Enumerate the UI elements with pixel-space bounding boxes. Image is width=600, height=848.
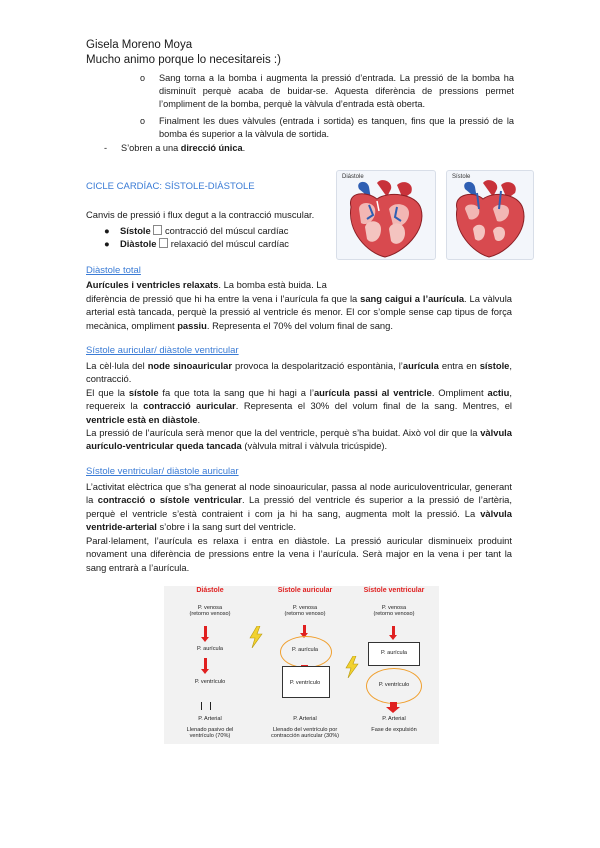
heart-label: Diástole: [342, 174, 364, 180]
paragraph: El que la sístole fa que tota la sang que hi hagi a l’aurícula passi al ventricle. Ompliment actiu, requereix la contracció auricular. Representa el 30% del volum final de la sang. Mentres, el ventricle està en diàstole.: [86, 387, 512, 425]
cycle-intro: Canvis de pressió i flux degut a la contracció muscular.: [86, 209, 315, 220]
list-item: Sang torna a la bomba i augmenta la pressió d’entrada. La pressió de la bomba ha disminuït perquè acaba de buidar-se. Aquesta diferència de pressions permet l’ompliment de la bomba, perquè la vàlvula d’entrada està oberta.: [159, 73, 514, 109]
figure-caption: contracción auricular (30%): [270, 733, 340, 739]
closed-valve-icon: [210, 702, 211, 710]
header-motto: Mucho animo porque lo necesitareis :): [86, 54, 281, 66]
figure-caption: Llenado del ventrículo por: [272, 727, 338, 733]
figure-column: [352, 587, 436, 733]
missing-glyph-icon: [153, 225, 162, 235]
paragraph: L’activitat elèctrica que s’ha generat al node sinoauricular, passa al node auriculoventricular, generant la contracció o sístole ventricular. La pressió del ventricle és superior a la pressió de l’artèria, perquè el ventricle s’està contraient i com ja hi ha sang, augmenta molt la pressió. La vàlvula ventride-arterial s’obre i la sang surt del ventricle.: [86, 481, 512, 532]
figure-column-title: Diástole: [196, 587, 224, 594]
paragraph: Aurícules i ventricles relaxats. La bomba està buida. La: [86, 279, 327, 290]
label-arterial: P. Arterial: [198, 716, 222, 722]
label-auricula: P. aurícula: [380, 650, 408, 656]
label-venosa: P. venosa: [197, 604, 223, 611]
paragraph: diferència de pressió que hi ha entre la vena i l’aurícula fa que la sang caigui a l’aurícula. La vàlvula arterial està tancada, perquè la pressió al ventricle és menor. El cor s’omple sense cap tipus de força mecànica, ompliment passiu. Representa el 70% del volum final de sang.: [86, 293, 512, 331]
paragraph: La pressió de l’aurícula serà menor que la del ventricle, perquè s’ha buidat. Això vol dir que la vàlvula aurículo-ventricular queda tancada (vàlvula mitral i vàlvula tricúspide).: [86, 427, 512, 452]
label-venosa: P. venosa: [292, 604, 318, 611]
section-title-cycle: CICLE CARDÍAC: SÍSTOLE-DIÀSTOLE: [86, 181, 255, 192]
heart-diastole-image: [336, 170, 436, 260]
list-item: ● Diàstole relaxació del múscul cardíac: [104, 238, 289, 249]
list-item: ● Sístole contracció del múscul cardíac: [104, 225, 289, 236]
lightning-bolt-icon: [344, 656, 360, 678]
label-retorno: (retorno venoso): [189, 611, 231, 618]
label-arterial: P. Arterial: [293, 716, 317, 722]
heart-label: Sístole: [452, 174, 471, 180]
list-item: Finalment les dues vàlvules (entrada i sortida) es tanquen, fins que la pressió de la bomba és superior a la vàlvula de sortida.: [159, 116, 514, 139]
section-title-sistole-auricular: Sístole auricular/ diàstole ventricular: [86, 345, 239, 356]
section-title-sistole-ventricular: Sístole ventricular/ diàstole auricular: [86, 466, 239, 477]
missing-glyph-icon: [159, 238, 168, 248]
author-name: Gisela Moreno Moya: [86, 39, 193, 51]
label-retorno: (retorno venoso): [373, 611, 415, 618]
paragraph: La cèl·lula del node sinoauricular provoca la despolarització espontània, l’aurícula entra en sístole, contracció.: [86, 360, 512, 385]
figure-column-title: Sístole ventricular: [363, 587, 425, 594]
figure-caption: Fase de expulsión: [371, 727, 417, 733]
figure-caption: Llenado pasivo del: [186, 727, 234, 733]
arrow-head-icon: [386, 707, 400, 713]
list-marker: o: [140, 73, 146, 83]
paragraph: Paral·lelament, l’aurícula es relaxa i entra en diàstole. La pressió auricular disminueix produint novament una diferència de pressions entre la vena i l’aurícula. Serà major en la vena i per tant la sang entrarà a l’aurícula.: [86, 535, 512, 573]
lightning-bolt-icon: [248, 626, 264, 648]
label-auricula: P. aurícula: [291, 647, 319, 653]
dash-item: S’obren a una direcció única.: [121, 143, 246, 153]
label-ventriculo: P. ventrículo: [194, 679, 226, 685]
arrow-head-icon: [389, 635, 397, 640]
label-auricula: P. aurícula: [196, 646, 224, 652]
cycle-bullets: [104, 224, 289, 250]
heart-systole-image: [446, 170, 534, 260]
figure-column-title: Sístole auricular: [277, 587, 333, 594]
list-marker: o: [140, 116, 146, 126]
label-ventriculo: P. ventrículo: [289, 680, 321, 686]
arrow-head-icon: [201, 669, 209, 674]
label-venosa: P. venosa: [381, 604, 407, 611]
figure-column: [170, 587, 250, 739]
label-arterial: P. Arterial: [382, 716, 406, 722]
label-ventriculo: P. ventrículo: [378, 682, 410, 688]
dash-marker: -: [104, 143, 108, 153]
figure-caption: ventrículo (70%): [189, 733, 231, 739]
section-title-diastole: Diàstole total: [86, 265, 141, 276]
figure-column: [260, 587, 350, 739]
closed-valve-icon: [201, 702, 202, 710]
label-retorno: (retorno venoso): [284, 611, 326, 618]
arrow-head-icon: [201, 637, 209, 642]
heart-icon: [447, 179, 533, 259]
heart-icon: [337, 179, 435, 259]
cardiac-cycle-figure: [164, 586, 439, 744]
